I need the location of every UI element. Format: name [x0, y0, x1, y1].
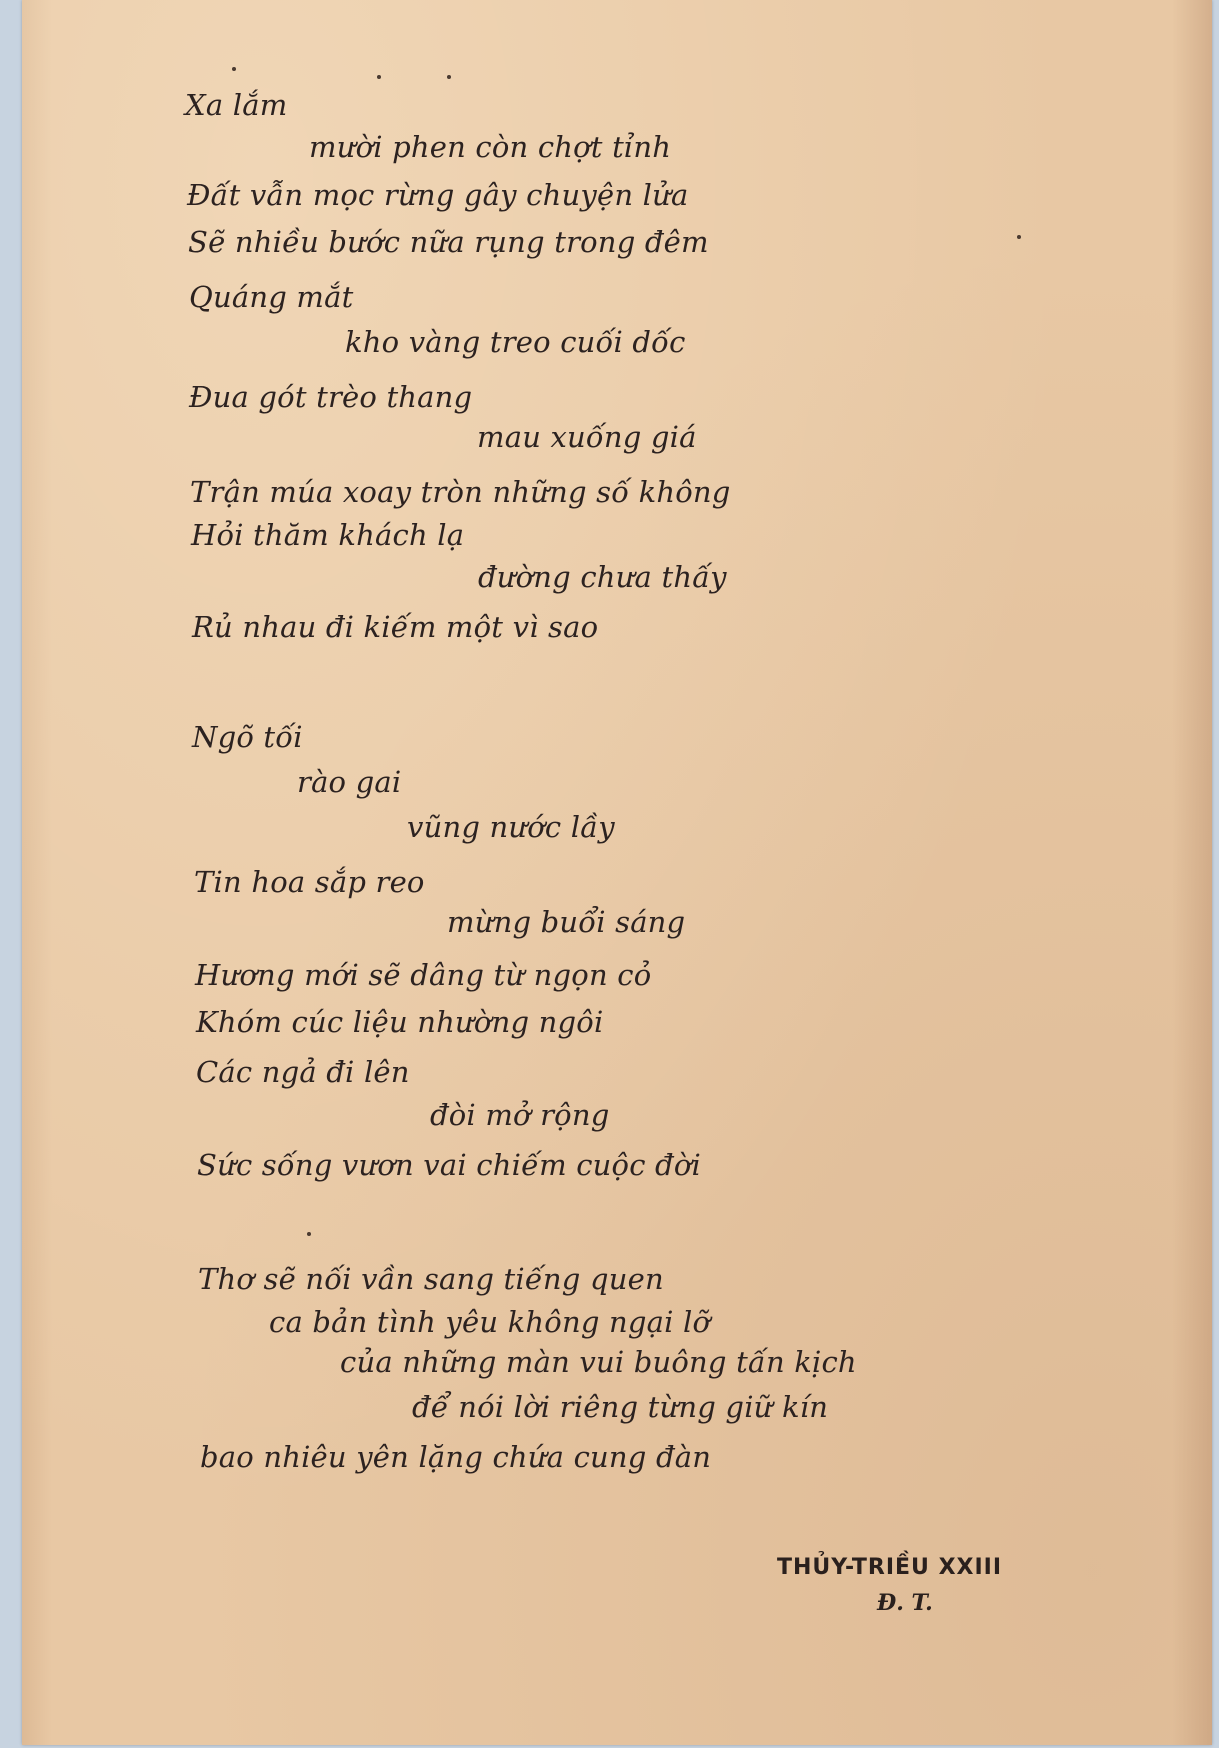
poem-line: vũng nước lầy [407, 810, 615, 844]
poem-line: Đất vẫn mọc rừng gây chuyện lửa [187, 178, 689, 212]
poem-line: của những màn vui buông tấn kịch [340, 1345, 857, 1379]
poem-line: Rủ nhau đi kiếm một vì sao [192, 610, 599, 644]
poem [22, 0, 1212, 1745]
poem-line: Sẽ nhiều bước nữa rụng trong đêm [188, 225, 709, 259]
poem-line: Các ngả đi lên [196, 1055, 410, 1089]
author-initials: Đ. T. [877, 1590, 933, 1616]
poem-line: Sức sống vươn vai chiếm cuộc đời [197, 1148, 701, 1182]
poem-line: rào gai [297, 765, 402, 799]
poem-line: Thơ sẽ nối vần sang tiếng quen [198, 1262, 664, 1296]
poem-line: Tin hoa sắp reo [194, 865, 425, 899]
ink-speck [232, 67, 236, 71]
poem-line: mười phen còn chợt tỉnh [309, 130, 672, 164]
poem-line: Khóm cúc liệu nhường ngôi [196, 1005, 604, 1039]
poem-line: đòi mở rộng [430, 1098, 610, 1132]
poem-line: Đua gót trèo thang [189, 380, 473, 414]
poem-line: Hương mới sẽ dâng từ ngọn cỏ [195, 958, 652, 992]
poem-line: Trận múa xoay tròn những số không [190, 475, 731, 509]
poem-line: Quáng mắt [189, 280, 354, 314]
poem-line: Xa lắm [185, 88, 288, 122]
poem-line: mau xuống giá [477, 420, 697, 454]
poem-line: mừng buổi sáng [447, 905, 686, 939]
ink-speck [1017, 235, 1021, 239]
poem-line: Hỏi thăm khách lạ [191, 518, 465, 552]
ink-speck [307, 1232, 311, 1236]
poem-line: để nói lời riêng từng giữ kín [412, 1390, 829, 1424]
poem-line: đường chưa thấy [478, 560, 727, 594]
publication-source: THỦY-TRIỀU XXIII [777, 1555, 1003, 1580]
poem-line: bao nhiêu yên lặng chứa cung đàn [200, 1440, 712, 1474]
ink-speck [447, 75, 451, 79]
ink-speck [377, 75, 381, 79]
poem-line: ca bản tình yêu không ngại lỡ [269, 1305, 711, 1339]
poem-line: Ngõ tối [192, 720, 303, 754]
poem-line: kho vàng treo cuối dốc [345, 325, 686, 359]
page-sheet [22, 0, 1212, 1745]
